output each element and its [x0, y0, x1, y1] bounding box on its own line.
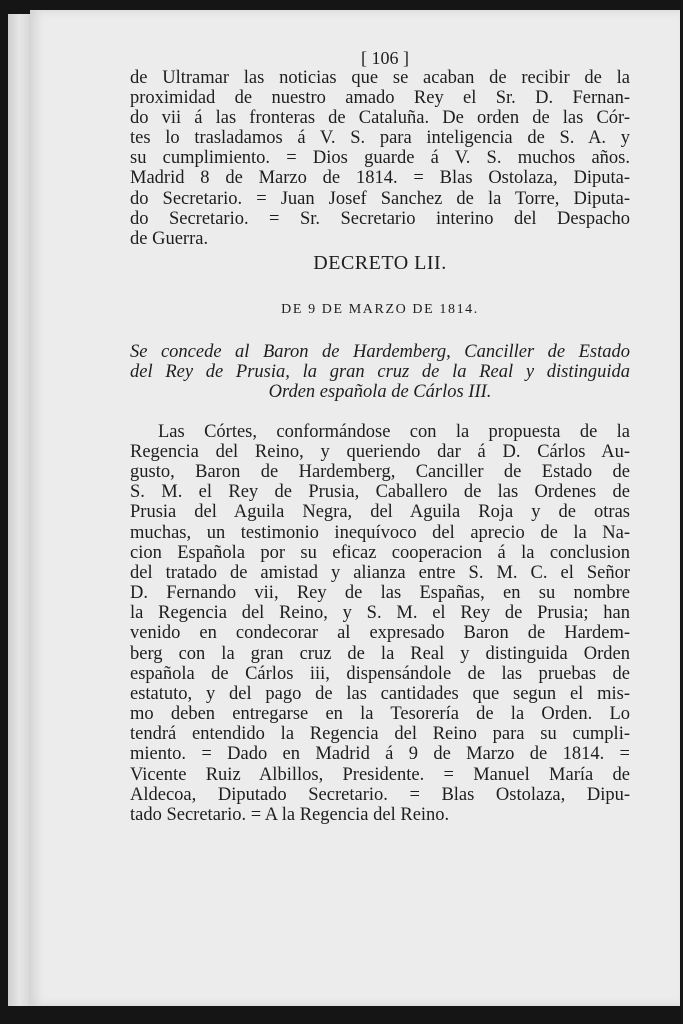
text-line: tes lo trasladamos á V. S. para inteligencia de S. A. y — [130, 128, 630, 149]
body-line: Las Córtes, conformándose con la propuesta de la — [158, 421, 630, 442]
opening-paragraph — [130, 68, 630, 249]
body-line: tado Secretario. = A la Regencia del Reino. — [130, 804, 450, 825]
body-line: del tratado de amistad y alianza entre S. M. C. el Señor — [130, 562, 630, 583]
text-line: do Secretario. = Sr. Secretario interino del Despacho — [130, 208, 630, 229]
text-line: de Ultramar las noticias que se acaban de recibir de la — [130, 68, 630, 88]
body-line: S. M. el Rey de Prusia, Caballero de las Ordenes de — [130, 482, 630, 503]
body-line: mo deben entregarse en la Tesorería de la Orden. Lo — [130, 704, 630, 725]
body-line: tendrá entendido la Regencia del Reino para su cumpli- — [130, 724, 630, 745]
body-line: la Regencia del Reino, y S. M. el Rey de Prusia; han — [130, 603, 630, 624]
book-page — [30, 10, 680, 1006]
body-line: cion Española por su eficaz cooperacion á la conclusion — [130, 542, 630, 563]
body-line: española de Cárlos iii, dispensándole de las pruebas de — [130, 663, 630, 684]
body-line: Vicente Ruiz Albillos, Presidente. = Manuel María de — [130, 764, 630, 785]
decree-date: DE 9 DE MARZO DE 1814. — [281, 301, 479, 317]
decree-summary — [130, 342, 630, 402]
text-line: do vii á las fronteras de Cataluña. De orden de las Cór- — [130, 108, 630, 129]
body-line: muchas, un testimonio inequívoco del aprecio de la Na- — [130, 522, 630, 543]
decree-body — [130, 422, 630, 825]
text-line: proximidad de nuestro amado Rey el Sr. D. Fernan- — [130, 88, 630, 109]
summary-line: del Rey de Prusia, la gran cruz de la Real y distinguida — [130, 361, 630, 382]
body-line: berg con la gran cruz de la Real y distinguida Orden — [130, 643, 630, 664]
summary-line: Se concede al Baron de Hardemberg, Canciller de Estado — [130, 341, 630, 362]
body-line: estatuto, y del pago de las cantidades que segun el mis- — [130, 683, 630, 704]
decree-title: DECRETO LII. — [313, 251, 447, 274]
text-line: do Secretario. = Juan Josef Sanchez de la Torre, Diputa- — [130, 188, 630, 209]
body-line: Aldecoa, Diputado Secretario. = Blas Ostolaza, Dipu- — [130, 784, 630, 805]
body-line: Prusia del Aguila Negra, del Aguila Roja y de otras — [130, 502, 630, 523]
body-line: Regencia del Reino, y queriendo dar á D. Cárlos Au- — [130, 442, 630, 462]
body-line: miento. = Dado en Madrid á 9 de Marzo de 1814. = — [130, 744, 630, 765]
body-line: D. Fernando vii, Rey de las Españas, en su nombre — [130, 583, 630, 604]
text-line: Madrid 8 de Marzo de 1814. = Blas Ostolaza, Diputa- — [130, 168, 630, 189]
page-text-block — [130, 48, 630, 825]
summary-line: Orden española de Cárlos III. — [268, 381, 492, 402]
text-line: su cumplimiento. = Dios guarde á V. S. muchos años. — [130, 148, 630, 169]
page-number: [ 106 ] — [361, 48, 409, 68]
body-line: venido en condecorar al expresado Baron de Hardem- — [130, 623, 630, 644]
text-line: de Guerra. — [130, 228, 209, 249]
body-line: gusto, Baron de Hardemberg, Canciller de Estado de — [130, 462, 630, 483]
